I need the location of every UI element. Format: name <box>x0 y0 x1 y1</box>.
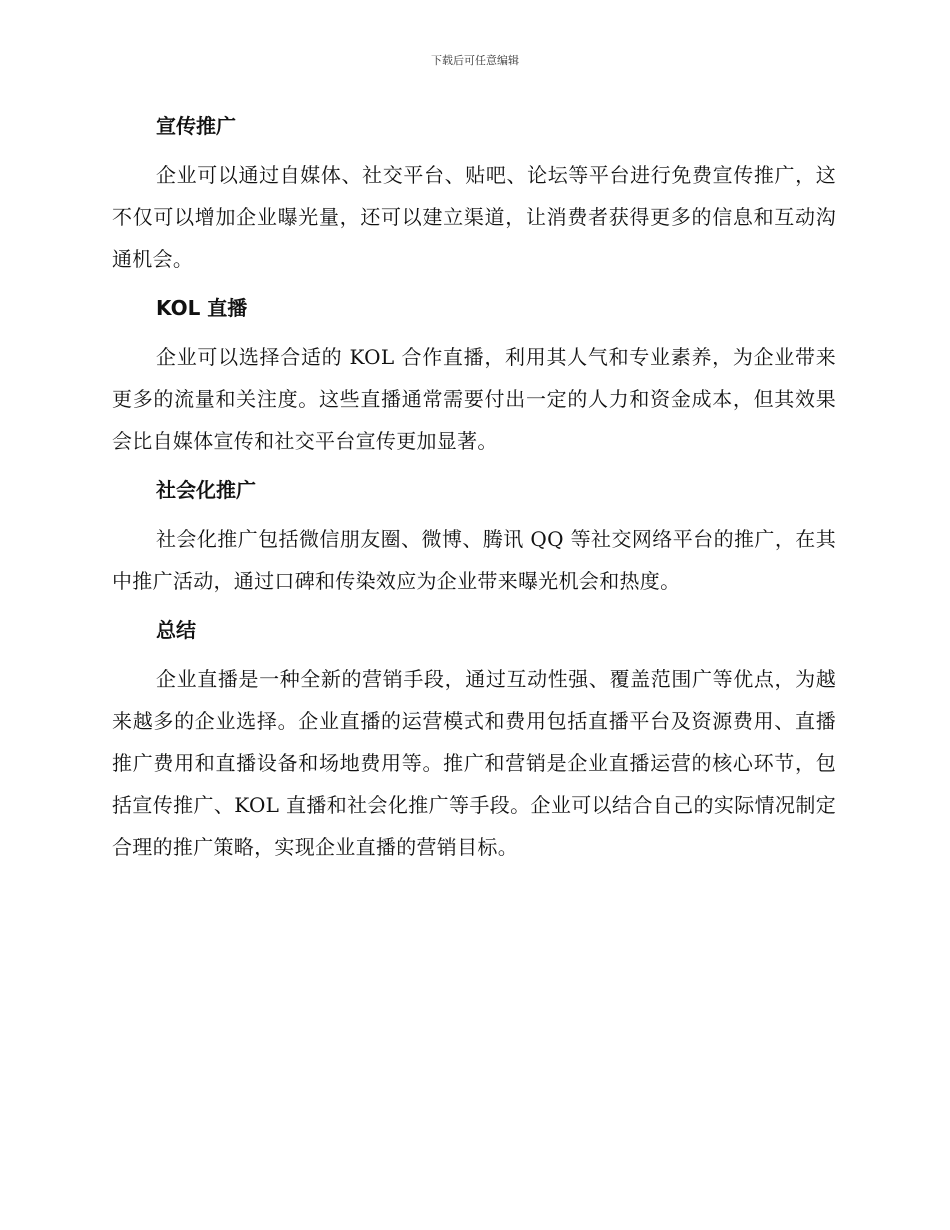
document-body <box>112 108 836 878</box>
section-heading: KOL 直播 <box>156 296 248 320</box>
section-paragraph: 社会化推广包括微信朋友圈、微博、腾讯 QQ 等社交网络平台的推广，在其中推广活动，通过口碑和传染效应为企业带来曝光机会和热度。 <box>112 527 836 593</box>
page-header: 下载后可任意编辑 <box>431 54 519 67</box>
section-promotion <box>112 108 836 280</box>
section-social-promotion <box>112 472 836 602</box>
section-heading: 宣传推广 <box>156 114 236 138</box>
section-summary <box>112 612 836 868</box>
section-heading: 社会化推广 <box>156 478 256 502</box>
section-kol-live <box>112 290 836 462</box>
section-paragraph: 企业直播是一种全新的营销手段，通过互动性强、覆盖范围广等优点，为越来越多的企业选择。企业直播的运营模式和费用包括直播平台及资源费用、直播推广费用和直播设备和场地费用等。推广和营销是企业直播运营的核心环节，包括宣传推广、KOL 直播和社会化推广等手段。企业可以结合自己的实际情况制定合理的推广策略，实现企业直播的营销目标。 <box>112 667 836 859</box>
section-paragraph: 企业可以通过自媒体、社交平台、贴吧、论坛等平台进行免费宣传推广，这不仅可以增加企业曝光量，还可以建立渠道，让消费者获得更多的信息和互动沟通机会。 <box>112 163 836 271</box>
section-heading: 总结 <box>156 618 196 642</box>
section-paragraph: 企业可以选择合适的 KOL 合作直播，利用其人气和专业素养，为企业带来更多的流量和关注度。这些直播通常需要付出一定的人力和资金成本，但其效果会比自媒体宣传和社交平台宣传更加显著。 <box>112 345 836 453</box>
